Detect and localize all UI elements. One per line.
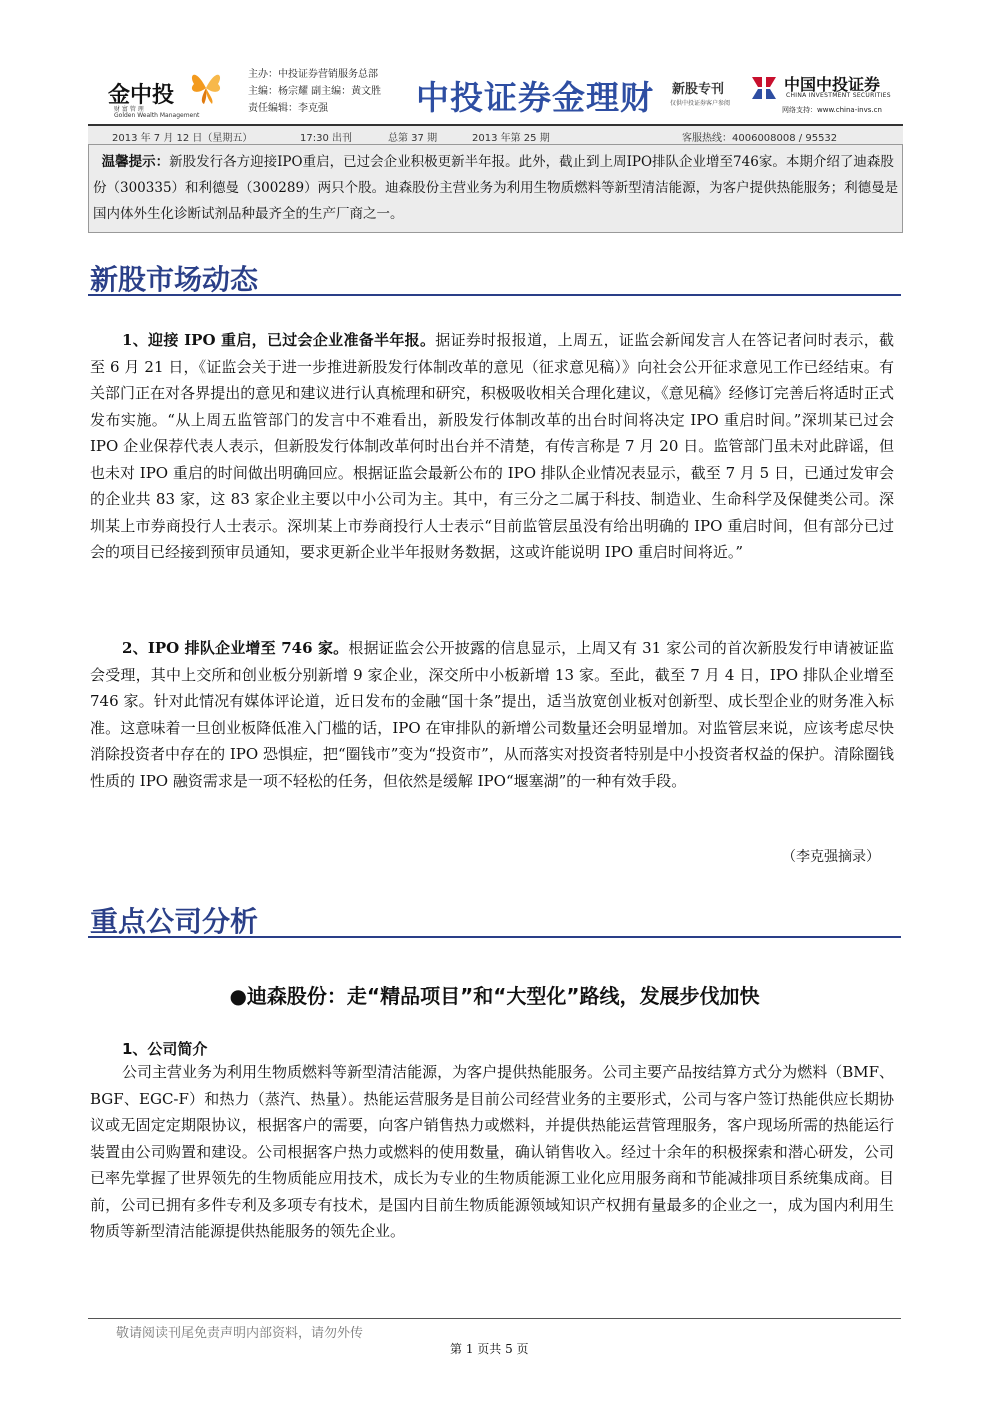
editorial-line: 主编：杨宗耀 副主编：黄文胜	[248, 86, 382, 97]
footer-divider	[88, 1318, 901, 1319]
issue-info-bar	[88, 124, 903, 144]
broker-url[interactable]: 网络支持：www.china-invs.cn	[782, 106, 882, 114]
section-divider	[88, 294, 901, 296]
paragraph-lead: 2、IPO 排队企业增至 746 家。	[122, 639, 349, 657]
issue-year: 2013 年第 25 期	[472, 133, 550, 144]
paragraph-lead: 1、迎接 IPO 重启，已过会企业准备半年报。	[122, 331, 436, 349]
issue-date: 2013 年 7 月 12 日（星期五）	[112, 133, 253, 144]
publication-title: 中投证券金理财	[416, 78, 654, 117]
broker-logo	[748, 72, 904, 118]
tip-text	[93, 149, 899, 227]
broker-name-en: CHINA INVESTMENT SECURITIES	[786, 92, 891, 99]
paragraph-body: 根据证监会公开披露的信息显示，上周又有 31 家公司的首次新股发行申请被证监会受理，其中上交所和创业板分别新增 9 家企业，深交所中小板新增 13 家。至此，截至 7 月 4 日，IPO 排队企业增至 746 家。针对此情况有媒体评论道，近日发布的金融“国十条”提出，适当放宽创业板对创新型、成长型企业的财务准入标准。这意味着一旦创业板降低准入门槛的话，IPO 在审排队的新增公司数量还会明显增加。对监管层来说，应该考虑尽快消除投资者中存在的 IPO 恐惧症，把“圈钱市”变为“投资市”，从而落实对投资者特别是中小投资者权益的保护。清除圈钱性质的 IPO 融资需求是一项不轻松的任务，但依然是缓解 IPO“堰塞湖”的一种有效手段。	[90, 639, 894, 790]
broker-mark-icon	[748, 73, 780, 103]
brand-logo-sub-cn: 财 富 管 理	[114, 106, 144, 113]
paragraph-body: 据证券时报报道，上周五，证监会新闻发言人在答记者问时表示，截至 6 月 21 日，《证监会关于进一步推进新股发行体制改革的意见（征求意见稿）》向社会公开征求意见工作已经结束。有关部门正在对各界提出的意见和建议进行认真梳理和研究，积极吸收相关合理化建议，《意见稿》经修订完善后将适时正式发布实施。“从上周五监管部门的发言中不难看出，新股发行体制改革的出台时间将决定 IPO 重启时间。”深圳某已过会 IPO 企业保荐代表人表示，但新股发行体制改革何时出台并不清楚，有传言称是 7 月 20 日。监管部门虽未对此辟谣，但也未对 IPO 重启的时间做出明确回应。根据证监会最新公布的 IPO 排队企业情况表显示，截至 7 月 5 日，已通过发审会的企业共 83 家，这 83 家企业主要以中小公司为主。其中，有三分之二属于科技、制造业、生命科学及保健类公司。深圳某上市券商投行人士表示。深圳某上市券商投行人士表示“目前监管层虽没有给出明确的 IPO 重启时间，但有部分已过会的项目已经接到预审员通知，要求更新企业半年报财务数据，这或许能说明 IPO 重启时间将近。”	[90, 331, 894, 561]
issue-total: 总第 37 期	[388, 133, 438, 144]
page-number: 第 1 页共 5 页	[450, 1342, 529, 1356]
editorial-line: 责任编辑：李克强	[248, 103, 328, 114]
section-title-companies: 重点公司分析	[90, 905, 259, 938]
company-intro-paragraph: 公司主营业务为利用生物质燃料等新型清洁能源，为客户提供热能服务。公司主要产品按结算方式分为燃料（BMF、BGF、EGC-F）和热力（蒸汽、热量）。热能运营服务是目前公司经营业务的主要形式，公司与客户签订热能供应长期协议或无固定定期限协议，根据客户的需要，向客户销售热力或燃料，并提供热能运营管理服务，客户现场所需的热能运行装置由公司购置和建设。公司根据客户热力或燃料的使用数量，确认销售收入。经过十余年的积极探索和潜心研发，公司已率先掌握了世界领先的生物质能应用技术，成长为专业的生物质能源工业化应用服务商和节能减排项目系统集成商。目前，公司已拥有多件专利及多项专有技术，是国内目前生物质能源领域知识产权拥有量最多的企业之一，成为国内利用生物质等新型清洁能源提供热能服务的领先企业。	[90, 1063, 894, 1240]
editorial-line: 主办：中投证券营销服务总部	[248, 69, 378, 80]
tip-box	[88, 144, 903, 233]
paragraph-ipo-queue	[90, 635, 894, 794]
paragraph-ipo-restart	[90, 327, 894, 566]
tip-body: 新股发行各方迎接IPO重启，已过会企业积极更新半年报。此外，截止到上周IPO排队企业增至746家。本期介绍了迪森股份（300335）和利德曼（300289）两只个股。迪森股份主营业务为利用生物质燃料等新型清洁能源，为客户提供热能服务；利德曼是国内体外生化诊断试剂品种最齐全的生产厂商之一。	[93, 154, 899, 222]
broker-name: 中国中投证券	[784, 75, 881, 94]
attribution: （李克强摘录）	[782, 849, 880, 865]
tip-label: 温馨提示：	[101, 154, 170, 170]
issue-time: 17:30 出刊	[300, 133, 352, 144]
section-divider	[88, 936, 901, 938]
footer-note: 敬请阅读刊尾免责声明内部资料，请勿外传	[116, 1326, 364, 1341]
hotline: 客服热线：4006008008 / 95532	[682, 133, 838, 144]
butterfly-icon	[186, 66, 226, 106]
masthead	[88, 62, 903, 122]
section-title-market: 新股市场动态	[90, 263, 259, 296]
editorial-credits	[248, 66, 381, 117]
special-issue-subtitle: 仅供中投证券客户参阅	[670, 100, 731, 107]
sub-heading: 1、公司简介	[122, 1040, 208, 1058]
brand-logo-sub-en: Golden Wealth Management	[114, 112, 200, 119]
brand-logo-text: 金中投	[108, 83, 175, 108]
special-issue-label: 新股专刊	[672, 82, 725, 97]
company-heading: ●迪森股份：走“精品项目”和“大型化”路线，发展步伐加快	[229, 984, 760, 1008]
brand-logo	[88, 64, 238, 120]
